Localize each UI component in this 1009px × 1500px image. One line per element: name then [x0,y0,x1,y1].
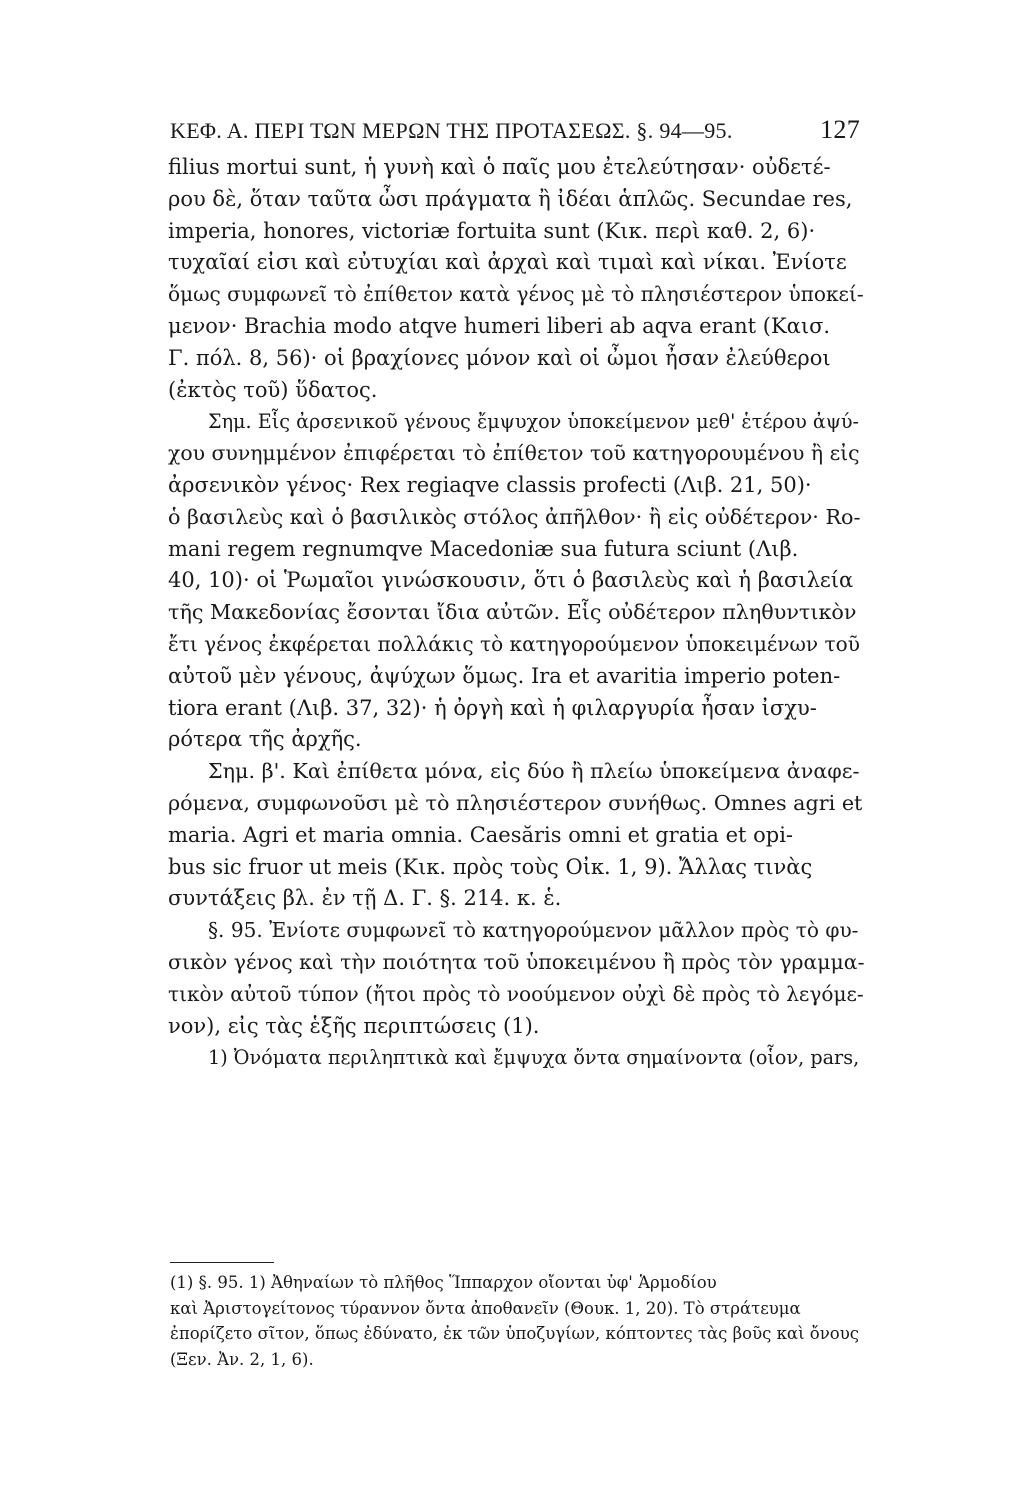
text-line: ρου δὲ, ὅταν ταῦτα ὦσι πράγματα ἢ ἰδέαι ἁπλῶς. Secundae res, [168,186,853,211]
text-line: maria. Agri et maria omnia. Caesăris omni et gratia et opi- [168,822,794,847]
text-line: §. 95. Ἐνίοτε συμφωνεῖ τὸ κατηγορούμενον μᾶλλον πρὸς τὸ φυ- [208,918,859,943]
text-line: ρότερα τῆς ἀρχῆς. [168,727,362,752]
text-line: τικὸν αὐτοῦ τύπον (ἤτοι πρὸς τὸ νοούμενον οὐχὶ δὲ πρὸς τὸ λεγόμε- [168,981,864,1006]
footnote-line: (1) §. 95. 1) Ἀθηναίων τὸ πλῆθος Ἵππαρχον οἴονται ὑφ' Ἁρμοδίου [170,1273,717,1292]
text-line: χου συνημμένον ἐπιφέρεται τὸ ἐπίθετον τοῦ κατηγορουμένου ἢ εἰς [168,441,860,466]
text-line: Σημ. Εἷς ἀρσενικοῦ γένους ἔμψυχον ὑποκείμενον μεθ' ἑτέρου ἀψύ- [208,410,860,434]
text-line: ὅμως συμφωνεῖ τὸ ἐπίθετον κατὰ γένος μὲ τὸ πλησιέστερον ὑποκεί- [168,282,864,307]
text-line: 1) Ὀνόματα περιληπτικὰ καὶ ἔμψυχα ὄντα σημαίνοντα (οἷον, pars, [208,1046,860,1070]
main-text [168,152,864,1074]
text-line: ρόμενα, συμφωνοῦσι μὲ τὸ πλησιέστερον συνήθως. Omnes agri et [168,790,863,815]
text-line: τῆς Μακεδονίας ἔσονται ἴδια αὐτῶν. Εἷς οὐδέτερον πληθυντικὸν [168,600,857,625]
footnotes [170,1270,862,1372]
text-line: tiora erant (Λιβ. 37, 32)· ἡ ὀργὴ καὶ ἡ φιλαργυρία ἦσαν ἰσχυ- [168,695,817,720]
text-line: ἔτι γένος ἐκφέρεται πολλάκις τὸ κατηγορούμενον ὑποκειμένων τοῦ [168,631,860,656]
running-title: ΚΕΦ. Α. ΠΕΡΙ ΤΩΝ ΜΕΡΩΝ ΤΗΣ ΠΡΟΤΑΣΕΩΣ. §. 94—95. [170,118,733,143]
text-line: imperia, honores, victoriæ fortuita sunt (Κικ. περὶ καθ. 2, 6)· [168,218,816,243]
footnote-line: (Ξεν. Ἀν. 2, 1, 6). [170,1349,314,1369]
page-header [170,115,860,148]
text-line: ὁ βασιλεὺς καὶ ὁ βασιλικὸς στόλος ἀπῆλθον· ἢ εἰς οὐδέτερον· Ro- [168,504,861,529]
text-line: νον), εἰς τὰς ἑξῆς περιπτώσεις (1). [168,1013,540,1038]
footnote-divider [170,1262,274,1263]
text-line: Σημ. β'. Καὶ ἐπίθετα μόνα, εἰς δύο ἢ πλείω ὑποκείμενα ἀναφε- [208,759,860,784]
text-line: μενον· Brachia modo atqve humeri liberi ab aqva erant (Καισ. [168,313,831,338]
footnote-line: ἐπορίζετο σῖτον, ὅπως ἐδύνατο, ἐκ τῶν ὑποζυγίων, κόπτοντες τὰς βοῦς καὶ ὄνους [170,1324,859,1343]
text-line: ἀρσενικὸν γένος· Rex regiaqve classis profecti (Λιβ. 21, 50)· [168,472,812,497]
text-line: αὐτοῦ μὲν γένους, ἀψύχων ὅμως. Ira et avaritia imperio poten- [168,663,841,688]
page-number: 127 [820,115,860,144]
text-line: σικὸν γένος καὶ τὴν ποιότητα τοῦ ὑποκειμένου ἢ πρὸς τὸν γραμμα- [168,949,865,974]
text-line: Γ. πόλ. 8, 56)· οἱ βραχίονες μόνον καὶ οἱ ὦμοι ἦσαν ἐλεύθεροι [168,345,831,370]
text-line: (ἐκτὸς τοῦ) ὕδατος. [168,377,378,402]
text-line: συντάξεις βλ. ἐν τῇ Δ. Γ. §. 214. κ. ἑ. [168,886,562,911]
text-line: τυχαῖαί εἰσι καὶ εὐτυχίαι καὶ ἀρχαὶ καὶ τιμαὶ καὶ νίκαι. Ἐνίοτε [168,250,847,275]
text-line: bus sic fruor ut meis (Κικ. πρὸς τοὺς Οἰκ. 1, 9). Ἄλλας τινὰς [168,854,813,879]
text-line: mani regem regnumqve Macedoniæ sua futura sciunt (Λιβ. [168,536,799,561]
text-line: filius mortui sunt, ἡ γυνὴ καὶ ὁ παῖς μου ἐτελεύτησαν· οὐδετέ- [168,155,831,179]
footnote-line: καὶ Ἀριστογείτονος τύραννον ὄντα ἀποθανεῖν (Θουκ. 1, 20). Τὸ στράτευμα [170,1298,801,1318]
text-line: 40, 10)· οἱ Ῥωμαῖοι γινώσκουσιν, ὅτι ὁ βασιλεὺς καὶ ἡ βασιλεία [168,568,854,593]
